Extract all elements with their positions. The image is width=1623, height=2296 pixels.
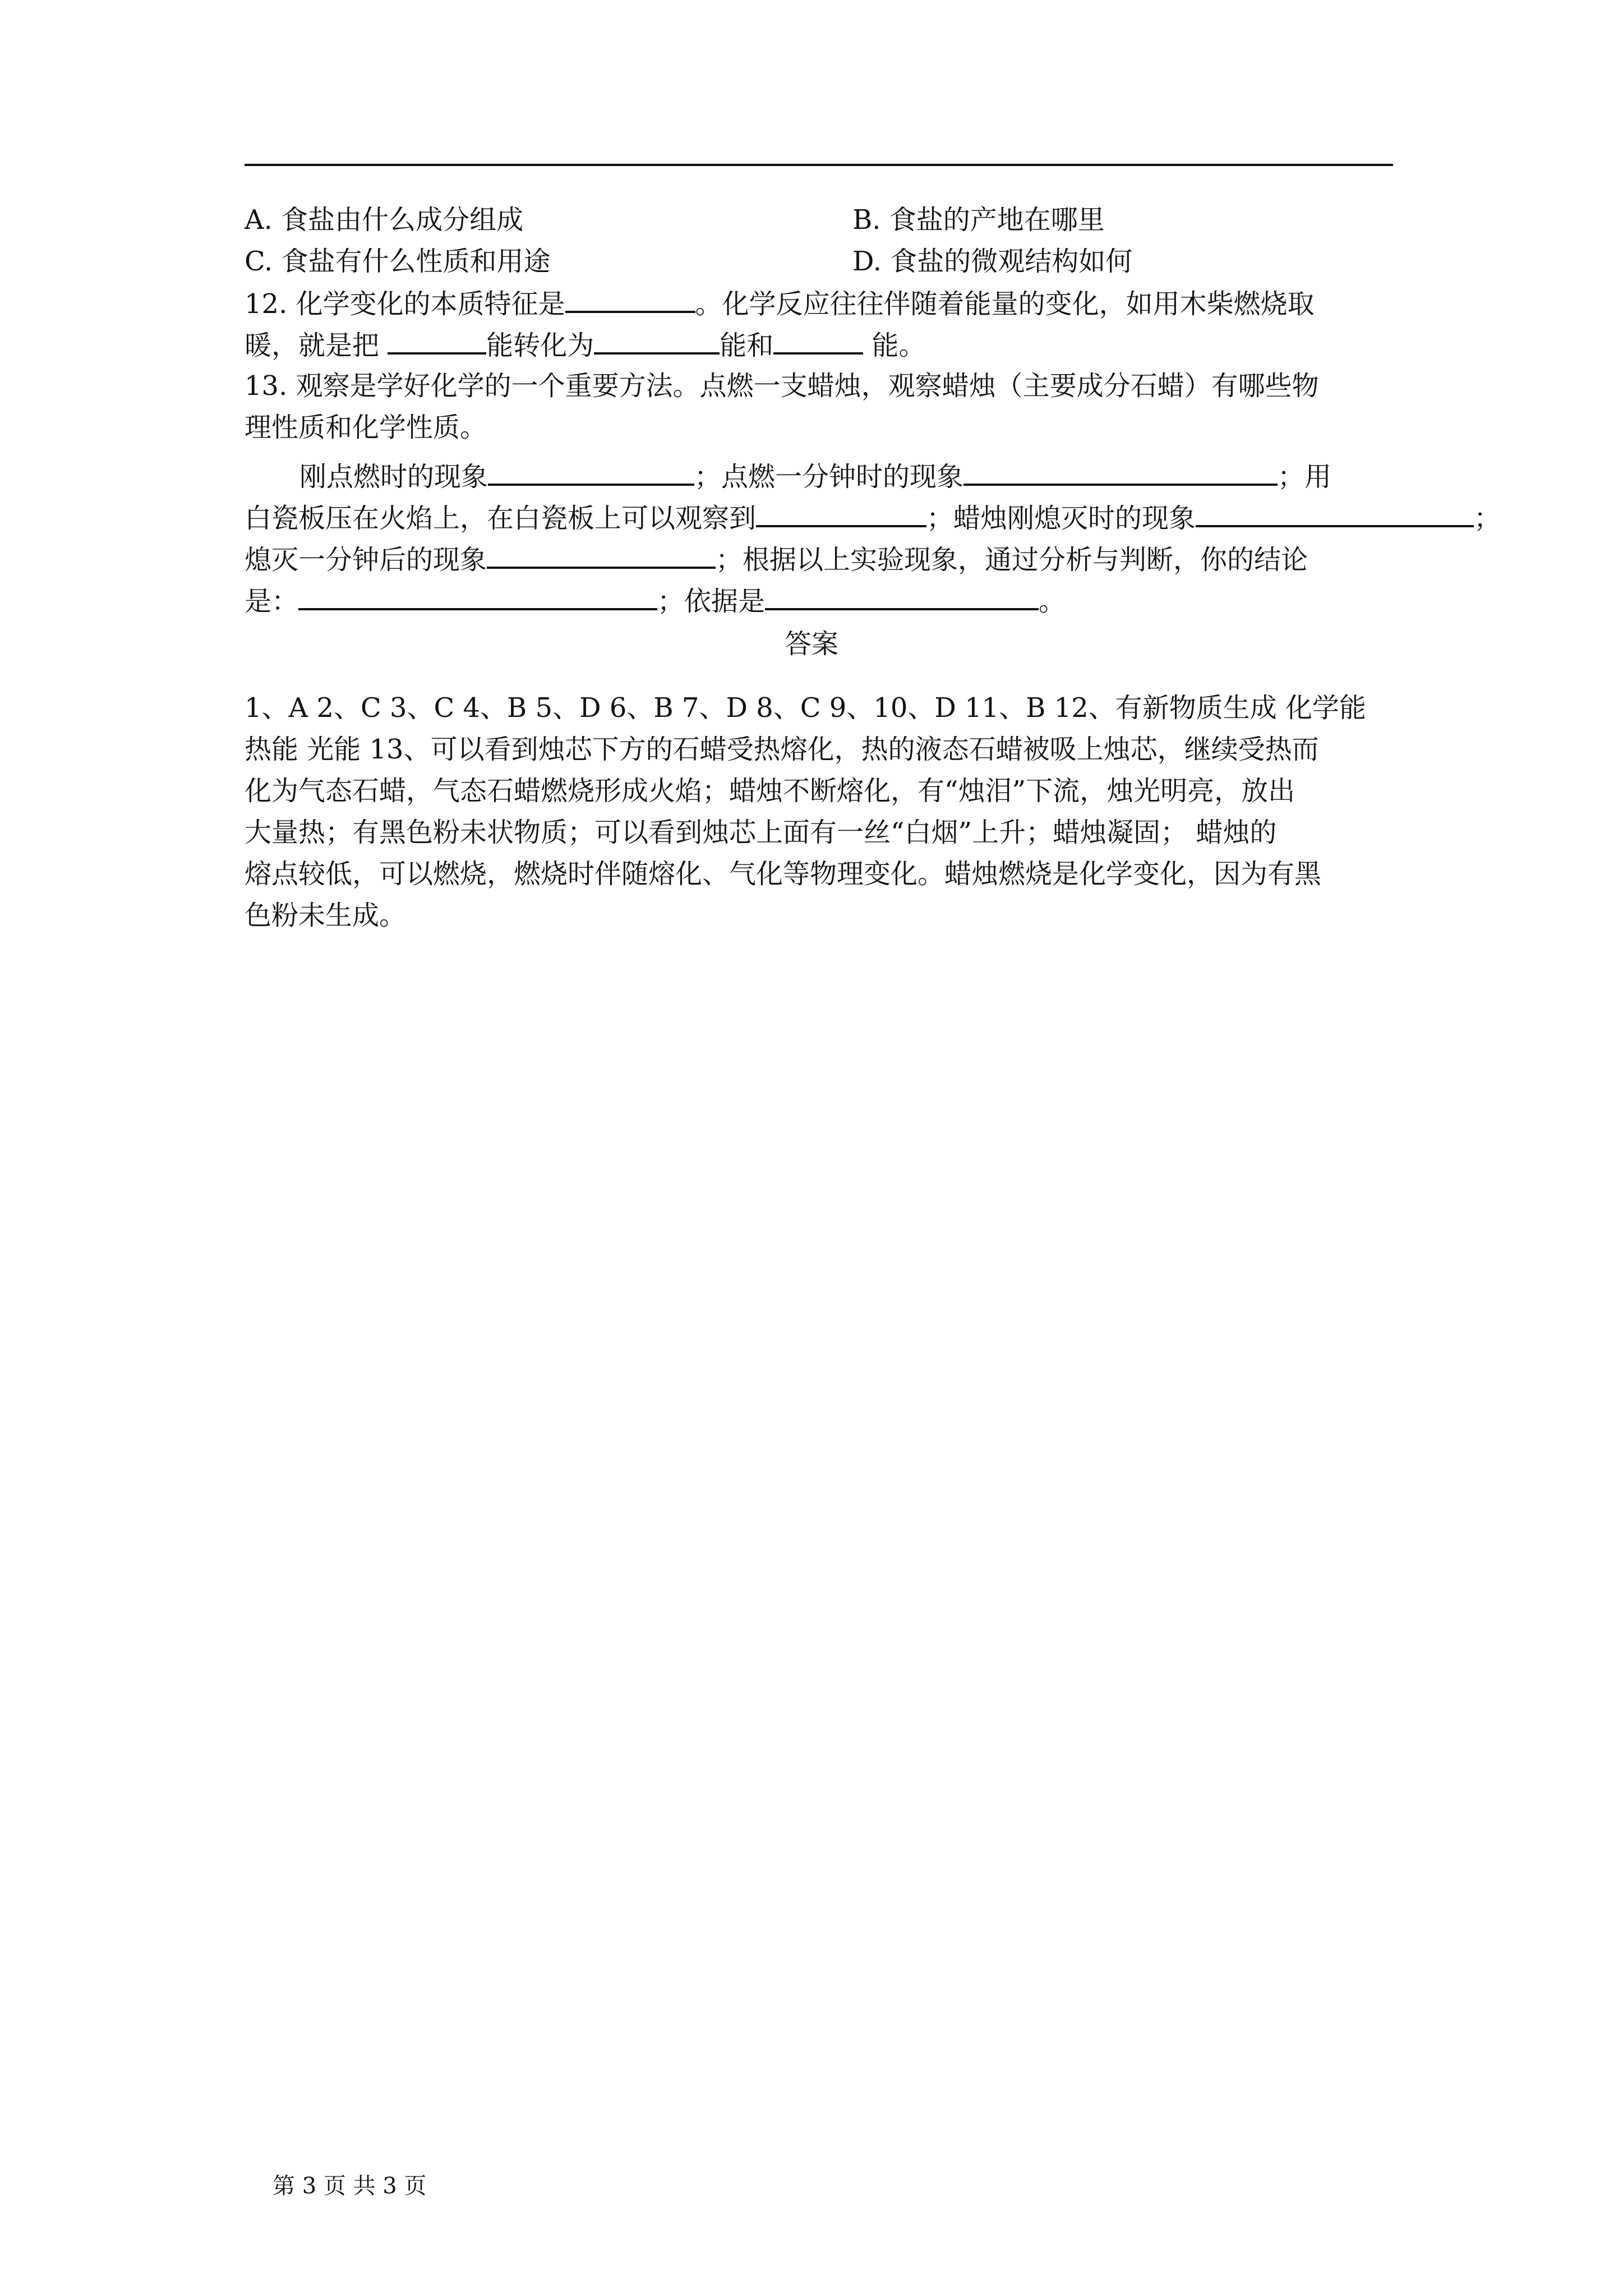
q13-text-4c: ； [1474,503,1501,534]
option-a: A. 食盐由什么成分组成 [245,204,524,236]
q12-text-5: 能和 [720,330,774,361]
options-row-1-col2 [852,203,1105,237]
options-row-1 [245,203,523,237]
option-b: B. 食盐的产地在哪里 [852,204,1105,236]
question-12-line-1 [245,286,1315,321]
answer-line: 热能 光能 13、可以看到烛芯下方的石蜡受热熔化，热的液态石蜡被吸上烛芯，继续受热而 [245,734,1319,765]
q13-text-3a: 刚点燃时的现象 [299,461,488,493]
header-rule [245,164,1393,166]
q12-blank-1[interactable] [565,286,695,313]
question-13-line-1 [245,369,1319,403]
option-d: D. 食盐的微观结构如何 [852,246,1133,277]
q12-text-6: 能。 [863,330,926,361]
q13-blank-1[interactable] [488,459,694,486]
page-number-footer: 第 3 页 共 3 页 [273,2173,427,2199]
answer-line: 色粉未生成。 [245,900,407,931]
question-13-line-2 [245,411,487,444]
question-13-line-6 [245,583,1066,618]
question-13-line-3 [299,459,1331,494]
answer-line: 熔点较低，可以燃烧，燃烧时伴随熔化、气化等物理变化。蜡烛燃烧是化学变化，因为有黑 [245,858,1322,890]
q13-text-3c: ；用 [1278,461,1332,493]
q13-text-6c: 。 [1039,586,1066,617]
q12-blank-2[interactable] [388,328,486,355]
options-row-2-col2 [852,245,1132,278]
q12-text-1: 12. 化学变化的本质特征是 [245,288,565,320]
q13-text-3b: ；点燃一分钟时的现象 [694,461,964,493]
answer-line: 化为气态石蜡，气态石蜡燃烧形成火焰；蜡烛不断熔化，有“烛泪”下流，烛光明亮，放出 [245,775,1295,807]
q13-blank-5[interactable] [487,542,716,569]
answer-title: 答案 [784,628,838,660]
q13-text-2: 理性质和化学性质。 [245,412,487,443]
q12-blank-3[interactable] [594,328,720,355]
q13-text-6a: 是： [245,586,299,617]
q13-text-6b: ；依据是 [657,586,766,617]
option-c: C. 食盐有什么性质和用途 [245,246,551,277]
answer-line: 大量热；有黑色粉未状物质；可以看到烛芯上面有一丝“白烟”上升；蜡烛凝固； 蜡烛的 [245,817,1277,848]
q13-text-5b: ；根据以上实验现象，通过分析与判断，你的结论 [716,544,1308,576]
q13-text-4b: ；蜡烛刚熄灭时的现象 [926,503,1196,534]
q13-text-4a: 白瓷板压在火焰上，在白瓷板上可以观察到 [245,503,757,534]
question-13-line-5 [245,542,1308,577]
q12-text-3: 暖，就是把 [245,330,388,361]
q13-blank-6[interactable] [298,583,657,610]
q13-text-1: 13. 观察是学好化学的一个重要方法。点燃一支蜡烛，观察蜡烛（主要成分石蜡）有哪些物 [245,370,1319,402]
q13-blank-2[interactable] [963,459,1278,486]
question-13-line-4 [245,500,1501,535]
q12-text-2: 。化学反应往往伴随着能量的变化，如用木柴燃烧取 [695,288,1315,320]
q13-blank-7[interactable] [765,583,1039,610]
q13-text-5a: 熄灭一分钟后的现象 [245,544,487,576]
q13-blank-3[interactable] [756,500,926,527]
answer-line: 1、A 2、C 3、C 4、B 5、D 6、B 7、D 8、C 9、10、D 11、B 12、有新物质生成 化学能 [245,692,1367,724]
options-row-2 [245,245,551,278]
question-12-line-2 [245,328,926,362]
q12-text-4: 能转化为 [486,330,594,361]
q13-blank-4[interactable] [1196,500,1474,527]
q12-blank-4[interactable] [773,328,863,355]
